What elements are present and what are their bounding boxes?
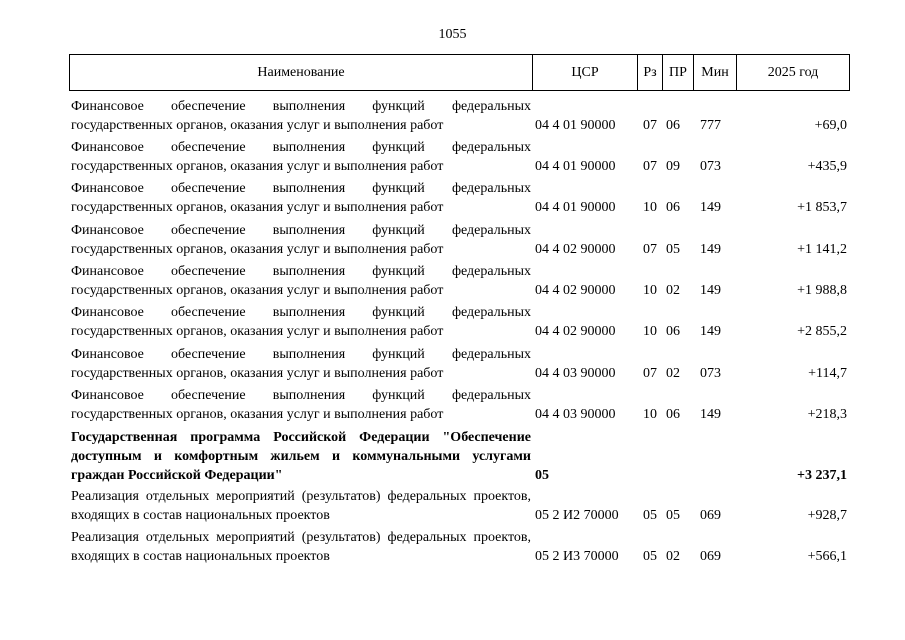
header-pr: ПР <box>669 65 687 80</box>
row-amount: +69,0 <box>814 118 847 133</box>
row-amount: +3 237,1 <box>797 468 847 483</box>
row-rz: 07 <box>643 366 657 381</box>
row-name: Финансовое обеспечение выполнения функций федеральных государственных органов, оказания услуг и выполнения работ <box>71 305 531 339</box>
row-name: Реализация отдельных мероприятий (результатов) федеральных проектов, входящих в состав национальных проектов <box>71 530 531 564</box>
row-amount: +218,3 <box>807 407 847 422</box>
row-amount: +1 988,8 <box>797 283 847 298</box>
row-amount: +114,7 <box>808 366 847 381</box>
row-rz: 10 <box>643 200 657 215</box>
row-name: Государственная программа Российской Федерации "Обеспечение доступным и комфортным жильем и коммунальными услугами граждан Российской Федерации" <box>71 430 531 483</box>
row-rz: 10 <box>643 324 657 339</box>
row-min: 777 <box>700 118 721 133</box>
row-pr: 05 <box>666 242 680 257</box>
row-name: Реализация отдельных мероприятий (результатов) федеральных проектов, входящих в состав национальных проектов <box>71 489 531 523</box>
row-min: 149 <box>700 200 721 215</box>
row-min: 149 <box>700 283 721 298</box>
row-rz: 05 <box>643 549 657 564</box>
row-min: 069 <box>700 549 721 564</box>
row-min: 149 <box>700 407 721 422</box>
row-csr: 04 4 01 90000 <box>535 159 616 174</box>
row-csr: 04 4 01 90000 <box>535 200 616 215</box>
row-amount: +435,9 <box>807 159 847 174</box>
row-csr: 05 <box>535 468 549 483</box>
row-csr: 04 4 02 90000 <box>535 283 616 298</box>
row-rz: 07 <box>643 118 657 133</box>
row-pr: 06 <box>666 118 680 133</box>
header-year: 2025 год <box>767 65 819 80</box>
header-rz: Рз <box>643 65 657 80</box>
row-min: 073 <box>700 159 721 174</box>
row-amount: +1 853,7 <box>797 200 847 215</box>
table-header <box>69 54 850 91</box>
row-pr: 02 <box>666 366 680 381</box>
page-number: 1055 <box>438 27 467 42</box>
row-name: Финансовое обеспечение выполнения функций федеральных государственных органов, оказания услуг и выполнения работ <box>71 181 531 215</box>
row-name: Финансовое обеспечение выполнения функций федеральных государственных органов, оказания услуг и выполнения работ <box>71 388 531 422</box>
row-rz: 07 <box>643 159 657 174</box>
row-csr: 04 4 02 90000 <box>535 242 616 257</box>
row-min: 149 <box>700 242 721 257</box>
row-pr: 06 <box>666 200 680 215</box>
row-rz: 05 <box>643 508 657 523</box>
header-name: Наименование <box>257 65 345 80</box>
row-pr: 05 <box>666 508 680 523</box>
row-csr: 05 2 И3 70000 <box>535 549 619 564</box>
row-name: Финансовое обеспечение выполнения функций федеральных государственных органов, оказания услуг и выполнения работ <box>71 264 531 298</box>
row-amount: +566,1 <box>807 549 847 564</box>
row-pr: 02 <box>666 549 680 564</box>
row-pr: 02 <box>666 283 680 298</box>
row-amount: +928,7 <box>807 508 847 523</box>
row-csr: 04 4 02 90000 <box>535 324 616 339</box>
row-name: Финансовое обеспечение выполнения функций федеральных государственных органов, оказания услуг и выполнения работ <box>71 140 531 174</box>
row-pr: 06 <box>666 407 680 422</box>
row-csr: 04 4 03 90000 <box>535 407 616 422</box>
row-min: 073 <box>700 366 721 381</box>
row-min: 149 <box>700 324 721 339</box>
row-csr: 05 2 И2 70000 <box>535 508 619 523</box>
row-rz: 10 <box>643 283 657 298</box>
row-rz: 10 <box>643 407 657 422</box>
row-pr: 09 <box>666 159 680 174</box>
row-rz: 07 <box>643 242 657 257</box>
row-name: Финансовое обеспечение выполнения функций федеральных государственных органов, оказания услуг и выполнения работ <box>71 347 531 381</box>
row-csr: 04 4 03 90000 <box>535 366 616 381</box>
header-csr: ЦСР <box>571 65 599 80</box>
row-csr: 04 4 01 90000 <box>535 118 616 133</box>
row-min: 069 <box>700 508 721 523</box>
header-min: Мин <box>701 65 729 80</box>
row-amount: +1 141,2 <box>797 242 847 257</box>
row-pr: 06 <box>666 324 680 339</box>
row-name: Финансовое обеспечение выполнения функций федеральных государственных органов, оказания услуг и выполнения работ <box>71 223 531 257</box>
row-amount: +2 855,2 <box>797 324 847 339</box>
row-name: Финансовое обеспечение выполнения функций федеральных государственных органов, оказания услуг и выполнения работ <box>71 99 531 133</box>
